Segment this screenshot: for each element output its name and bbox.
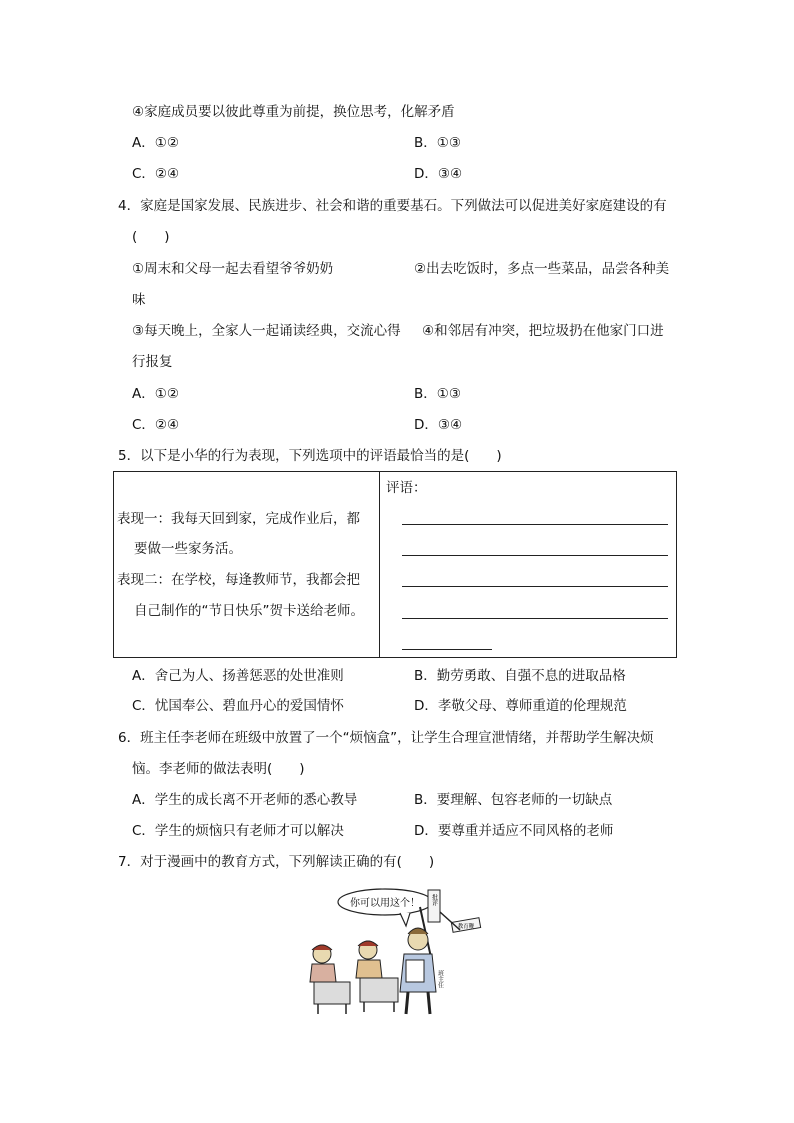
q3-choice-c[interactable]: C．②④ — [132, 166, 180, 182]
q4-item4-cont: 行报复 — [132, 354, 173, 370]
q4-answer-blank: ( ) — [132, 229, 170, 245]
q5-comment-line[interactable] — [402, 555, 668, 556]
q6-stem-cont: 恼。李老师的做法表明( ) — [132, 761, 305, 777]
q5-performance1-cont: 要做一些家务活。 — [134, 541, 242, 557]
q5-performance2: 表现二：在学校，每逢教师节，我都会把 — [117, 572, 360, 588]
q4-item1: ①周末和父母一起去看望爷爷奶奶 — [132, 261, 334, 277]
q5-comment-line[interactable] — [402, 586, 668, 587]
sign-edu-whip: 教育鞭 — [457, 924, 475, 930]
q6-choice-b[interactable]: B．要理解、包容老师的一切缺点 — [414, 792, 613, 808]
q4-choice-a[interactable]: A．①② — [132, 386, 179, 402]
q5-performance-cell — [114, 472, 380, 658]
q4-item2: ②出去吃饭时，多点一些菜品，品尝各种美 — [414, 261, 670, 277]
q3-item4: ④家庭成员要以彼此尊重为前提，换位思考，化解矛盾 — [132, 104, 455, 120]
q5-comment-label: 评语： — [386, 480, 427, 496]
q4-choice-d[interactable]: D．③④ — [414, 417, 463, 433]
q6-choice-d[interactable]: D．要尊重并适应不同风格的老师 — [414, 823, 614, 839]
classroom-cartoon-image — [300, 882, 490, 1017]
q5-performance1: 表现一：我每天回到家，完成作业后，都 — [117, 511, 360, 527]
q4-item2-cont: 味 — [132, 292, 146, 308]
q6-choice-c[interactable]: C．学生的烦恼只有老师才可以解决 — [132, 823, 344, 839]
teacher-tag: 班主任 — [436, 970, 444, 988]
q5-comment-line[interactable] — [402, 649, 492, 650]
speech-bubble-text: 你可以用这个！ — [350, 898, 420, 909]
q5-comment-line[interactable] — [402, 618, 668, 619]
q6-stem: 6．班主任李老师在班级中放置了一个“烦恼盒”，让学生合理宣泄情绪，并帮助学生解决烦 — [118, 730, 654, 746]
q5-performance2-cont: 自己制作的“节日快乐”贺卡送给老师。 — [134, 603, 364, 619]
q5-comment-line[interactable] — [402, 524, 668, 525]
q4-choice-b[interactable]: B．①③ — [414, 386, 461, 402]
q3-choice-b[interactable]: B．①③ — [414, 135, 461, 151]
q4-item4: ④和邻居有冲突，把垃圾扔在他家门口进 — [422, 323, 664, 339]
q5-choice-b[interactable]: B．勤劳勇敢、自强不息的进取品格 — [414, 668, 626, 684]
q5-stem: 5．以下是小华的行为表现，下列选项中的评语最恰当的是( ) — [118, 448, 502, 464]
q6-choice-a[interactable]: A．学生的成长离不开老师的悉心教导 — [132, 792, 358, 808]
q4-stem: 4．家庭是国家发展、民族进步、社会和谐的重要基石。下列做法可以促进美好家庭建设的有 — [118, 198, 667, 214]
q3-choice-a[interactable]: A．①② — [132, 135, 179, 151]
q5-choice-d[interactable]: D．孝敬父母、尊师重道的伦理规范 — [414, 698, 627, 714]
q5-comment-cell — [380, 472, 677, 658]
q4-choice-c[interactable]: C．②④ — [132, 417, 180, 433]
q3-choice-d[interactable]: D．③④ — [414, 166, 463, 182]
q7-stem: 7．对于漫画中的教育方式，下列解读正确的有( ) — [118, 854, 435, 870]
q5-table — [113, 471, 677, 658]
q5-choice-a[interactable]: A．舍己为人、扬善惩恶的处世准则 — [132, 668, 344, 684]
sign-criticism: 批评 — [430, 894, 438, 906]
q5-choice-c[interactable]: C．忧国奉公、碧血丹心的爱国情怀 — [132, 698, 344, 714]
q4-item3: ③每天晚上，全家人一起诵读经典，交流心得 — [132, 323, 401, 339]
